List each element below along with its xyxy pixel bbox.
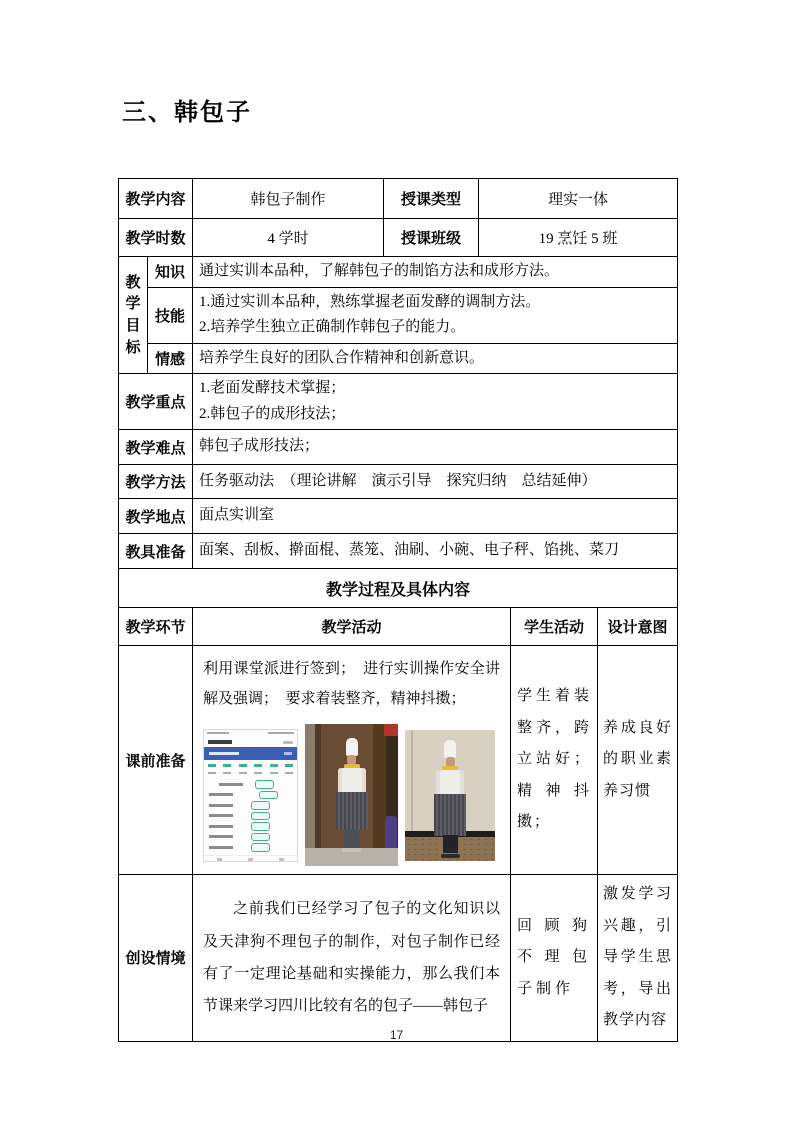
app-date-subrow bbox=[204, 768, 297, 776]
app-list-row bbox=[204, 821, 297, 832]
app-header-banner bbox=[204, 747, 297, 760]
chef-jacket bbox=[436, 770, 464, 796]
attendance-app-screenshot bbox=[203, 729, 298, 862]
col-header-design-intent: 设计意图 bbox=[598, 608, 678, 646]
student-uniform-photo-door bbox=[305, 724, 398, 866]
pants bbox=[344, 829, 359, 847]
app-bottom-nav bbox=[204, 855, 297, 862]
knowledge-text: 通过实训本品种，了解韩包子的制馅方法和成形方法。 bbox=[193, 257, 678, 288]
teaching-hours-value: 4 学时 bbox=[193, 219, 384, 257]
app-list-row bbox=[204, 832, 297, 843]
page-title: 三、韩包子 bbox=[122, 100, 252, 126]
row-process-title bbox=[119, 569, 678, 608]
knowledge-label: 知识 bbox=[148, 257, 193, 288]
class-label: 授课班级 bbox=[384, 219, 479, 257]
course-type-value: 理实一体 bbox=[479, 179, 678, 219]
skill-label: 技能 bbox=[148, 287, 193, 343]
difficulty-text: 韩包子成形技法； bbox=[193, 430, 678, 465]
app-date-row bbox=[204, 760, 297, 768]
wall-sliver bbox=[305, 724, 315, 848]
col-header-activity: 教学活动 bbox=[193, 608, 511, 646]
lesson-plan-table bbox=[118, 178, 678, 1042]
teaching-content-value: 韩包子制作 bbox=[193, 179, 384, 219]
scenario-activity-text: 之前我们已经学习了包子的文化知识以及天津狗不理包子的制作，对包子制作已经有了一定理论基础和实操能力，那么我们本节课来学习四川比较有名的包子——韩包子 bbox=[203, 901, 501, 1014]
scenario-activity-cell bbox=[193, 875, 511, 1042]
row-difficulty bbox=[119, 430, 678, 465]
row-location bbox=[119, 499, 678, 534]
app-title-bar bbox=[204, 738, 297, 747]
col-header-stage: 教学环节 bbox=[119, 608, 193, 646]
student-figure bbox=[336, 738, 368, 852]
key-points-label: 教学重点 bbox=[119, 374, 193, 430]
difficulty-label: 教学难点 bbox=[119, 430, 193, 465]
objective-row-knowledge bbox=[119, 257, 678, 288]
info-row-2 bbox=[119, 219, 678, 257]
student-figure bbox=[434, 740, 466, 858]
process-row-scenario bbox=[119, 875, 678, 1042]
shoes bbox=[441, 854, 460, 858]
app-list-row bbox=[204, 779, 297, 790]
key-points-text bbox=[193, 374, 678, 430]
tools-text: 面案、刮板、擀面棍、蒸笼、油刷、小碗、电子秤、馅挑、菜刀 bbox=[193, 534, 678, 569]
chef-jacket bbox=[338, 768, 366, 794]
stage-preparation-label: 课前准备 bbox=[119, 646, 193, 875]
striped-apron bbox=[336, 792, 368, 830]
stage-scenario-label: 创设情境 bbox=[119, 875, 193, 1042]
preparation-image-strip bbox=[203, 724, 500, 866]
teaching-content-label: 教学内容 bbox=[119, 179, 193, 219]
info-row-1 bbox=[119, 179, 678, 219]
location-label: 教学地点 bbox=[119, 499, 193, 534]
emotion-text: 培养学生良好的团队合作精神和创新意识。 bbox=[193, 343, 678, 374]
scenario-student-activity: 回顾狗不理包子制作 bbox=[511, 875, 598, 1042]
preparation-activity-text: 利用课堂派进行签到； 进行实训操作安全讲解及强调； 要求着装整齐，精神抖擞； bbox=[203, 661, 501, 707]
process-row-preparation bbox=[119, 646, 678, 875]
objective-row-emotion bbox=[119, 343, 678, 374]
skill-line-2: 2.培养学生独立正确制作韩包子的能力。 bbox=[199, 319, 466, 335]
key-point-2: 2.韩包子的成形技法； bbox=[199, 405, 346, 422]
app-list-row bbox=[204, 842, 297, 853]
app-status-bar bbox=[204, 730, 297, 738]
key-point-1: 1.老面发酵技术掌握； bbox=[199, 380, 346, 396]
chef-hat bbox=[444, 740, 456, 758]
preparation-design-intent: 养成良好的职业素养习惯 bbox=[598, 646, 678, 875]
location-text: 面点实训室 bbox=[193, 499, 678, 534]
striped-apron bbox=[434, 794, 466, 836]
preparation-activity-cell bbox=[193, 646, 511, 875]
course-type-label: 授课类型 bbox=[384, 179, 479, 219]
method-text: 任务驱动法 （理论讲解 演示引导 探究归纳 总结延伸） bbox=[193, 465, 678, 499]
tools-label: 教具准备 bbox=[119, 534, 193, 569]
shoes bbox=[342, 848, 361, 852]
page-number: 17 bbox=[389, 1028, 404, 1042]
pants bbox=[443, 835, 458, 853]
process-header-row bbox=[119, 608, 678, 646]
preparation-student-activity: 学生着装整齐，跨立站好；精神抖擞； bbox=[511, 646, 598, 875]
objective-row-skill bbox=[119, 287, 678, 343]
app-list-row bbox=[204, 811, 297, 822]
method-label: 教学方法 bbox=[119, 465, 193, 499]
objectives-group-label: 教学目标 bbox=[119, 257, 148, 374]
purple-suitcase bbox=[385, 816, 397, 850]
emotion-label: 情感 bbox=[148, 343, 193, 374]
skill-line-1: 1.通过实训本品种，熟练掌握老面发酵的调制方法。 bbox=[199, 293, 541, 310]
row-tools bbox=[119, 534, 678, 569]
red-corner-object bbox=[384, 724, 398, 736]
app-list-row bbox=[204, 800, 297, 811]
scenario-design-intent: 激发学习兴趣，引导学生思考，导出教学内容 bbox=[598, 875, 678, 1042]
chef-hat bbox=[346, 738, 358, 756]
row-key-points bbox=[119, 374, 678, 430]
process-section-title: 教学过程及具体内容 bbox=[119, 569, 678, 608]
class-value: 19 烹饪 5 班 bbox=[479, 219, 678, 257]
row-method bbox=[119, 465, 678, 499]
col-header-student-activity: 学生活动 bbox=[511, 608, 598, 646]
student-uniform-photo-wall bbox=[405, 730, 495, 861]
teaching-hours-label: 教学时数 bbox=[119, 219, 193, 257]
skill-text bbox=[193, 287, 678, 343]
app-list-row bbox=[204, 790, 297, 801]
